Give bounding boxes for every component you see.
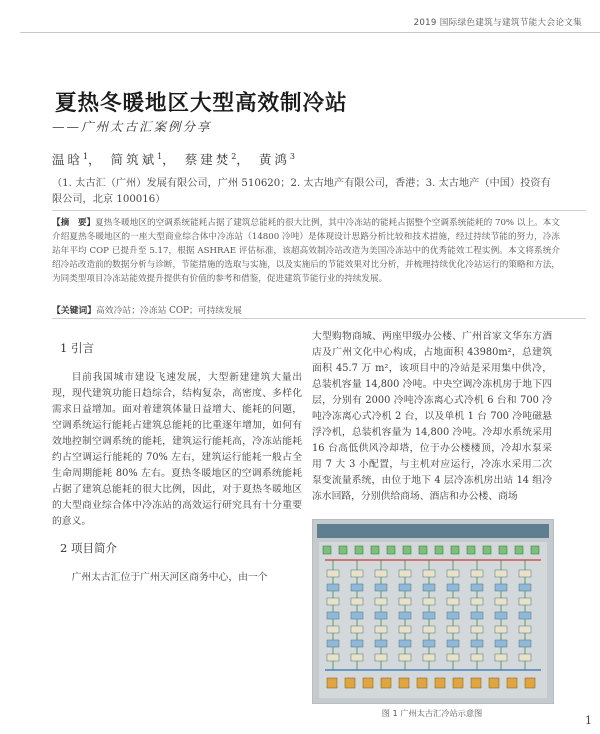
equipment-unit: [519, 640, 531, 647]
equipment-unit: [519, 598, 531, 605]
status-indicator: [403, 546, 411, 554]
equipment-unit: [327, 626, 339, 633]
status-indicator: [323, 546, 331, 554]
equipment-unit: [447, 584, 459, 591]
equipment-unit: [447, 654, 459, 661]
author-name: 黄鸿: [258, 152, 290, 167]
equipment-unit: [327, 584, 339, 591]
author-name: 简筑斌: [110, 152, 158, 167]
equipment-unit: [471, 654, 483, 661]
equipment-unit: [327, 640, 339, 647]
equipment-unit: [447, 570, 459, 577]
pump-unit: [345, 678, 355, 688]
equipment-unit: [519, 612, 531, 619]
equipment-unit: [399, 612, 411, 619]
equipment-unit: [399, 598, 411, 605]
equipment-unit: [471, 612, 483, 619]
pump-unit: [417, 678, 427, 688]
equipment-unit: [519, 654, 531, 661]
running-header: 2019 国际绿色建筑与建筑节能大会论文集: [413, 18, 582, 28]
header-rule: [20, 32, 600, 33]
pump-unit: [471, 678, 481, 688]
status-indicator: [531, 546, 539, 554]
status-indicator: [339, 546, 347, 554]
author-affiliation-mark: 3: [289, 151, 295, 161]
equipment-unit: [375, 598, 387, 605]
equipment-unit: [375, 612, 387, 619]
divider: [52, 318, 586, 319]
keywords-label: 【关键词】: [52, 306, 96, 316]
paper-subtitle: ——广州太古汇案例分享: [52, 119, 212, 134]
left-column: [52, 340, 302, 586]
author-separator: ，: [236, 152, 252, 167]
equipment-unit: [399, 626, 411, 633]
status-indicator: [355, 546, 363, 554]
equipment-unit: [471, 570, 483, 577]
pump-unit: [381, 678, 391, 688]
equipment-unit: [519, 570, 531, 577]
chiller-plant-schematic: [313, 520, 553, 703]
status-indicator: [435, 546, 443, 554]
equipment-unit: [447, 626, 459, 633]
author-affiliation-mark: 1: [83, 151, 89, 161]
pump-unit: [363, 678, 373, 688]
author-affiliation-mark: 2: [231, 151, 237, 161]
right-column: [312, 329, 552, 505]
equipment-unit: [351, 640, 363, 647]
equipment-unit: [375, 640, 387, 647]
divider: [52, 210, 586, 211]
pump-unit: [507, 678, 517, 688]
author-list: [52, 150, 295, 168]
equipment-unit: [423, 598, 435, 605]
abstract-label: 【摘 要】: [52, 218, 96, 228]
status-indicator: [419, 546, 427, 554]
page-number: 1: [585, 714, 592, 727]
section-heading-project: 2 项目简介: [60, 541, 117, 555]
equipment-unit: [375, 570, 387, 577]
equipment-unit: [423, 626, 435, 633]
equipment-unit: [351, 570, 363, 577]
equipment-unit: [495, 598, 507, 605]
equipment-unit: [519, 626, 531, 633]
equipment-unit: [447, 612, 459, 619]
abstract: [52, 216, 560, 286]
equipment-unit: [399, 570, 411, 577]
equipment-unit: [327, 570, 339, 577]
equipment-unit: [495, 570, 507, 577]
status-indicator: [499, 546, 507, 554]
section-heading-introduction: 1 引言: [60, 341, 94, 355]
equipment-unit: [375, 584, 387, 591]
paper-title: 夏热冬暖地区大型高效制冷站: [55, 91, 348, 116]
equipment-unit: [351, 598, 363, 605]
body-paragraph: 目前我国城市建设飞速发展，大型新建建筑大量出现，现代建筑功能日趋综合，结构复杂，高密度、多样化需求日益增加。面对着建筑体量日益增大、能耗的问题，空调系统运行能耗占建筑总能耗的比重逐年增加，如何有效地控制空调系统的能耗，建筑运行能耗高，冷冻站能耗约占空调运行能耗的 70% 左右，建筑运行能耗一般占全生命周期能耗 80% 左右。夏热冬暖地区的空调系统能耗占据了建筑总能耗的很大比例，因此，对于夏热冬暖地区的大型商业综合体中冷冻站的高效运行研究具有十分重要的意义。: [52, 372, 302, 527]
equipment-unit: [519, 584, 531, 591]
equipment-unit: [471, 584, 483, 591]
equipment-unit: [327, 598, 339, 605]
status-indicator: [467, 546, 475, 554]
equipment-unit: [399, 640, 411, 647]
equipment-unit: [447, 598, 459, 605]
equipment-unit: [351, 612, 363, 619]
schematic-canvas: [319, 542, 547, 698]
equipment-unit: [423, 612, 435, 619]
figure-caption: 图 1 广州太古汇冷站示意图: [381, 708, 483, 718]
equipment-unit: [423, 654, 435, 661]
body-paragraph: 广州太古汇位于广州天河区商务中心，由一个: [71, 572, 268, 583]
body-paragraph: 大型购物商城、两座甲级办公楼、广州首家文华东方酒店及广州文化中心构成，占地面积 43980m²，总建筑面积 45.7 万 m²，该项目中的冷站是采用集中供冷，总装机容量 14,800 冷吨。中央空调冷冻机房于地下四层，分别有 2000 冷吨冷冻离心式冷机 6 台和 700 冷吨冷冻离心式冷机 2 台，以及单机 1 台 700 冷吨磁悬浮冷机，总装机容量为 14,800 冷吨。冷却水系统采用 16 台高低供风冷却塔，位于办公楼楼顶，冷却水泵采用 7 大 3 小配置，与主机对应运行，冷冻水采用二次泵变流量系统，由位于地下 4 层冷冻机房出站 14 组冷冻水回路，分别供给商场、酒店和办公楼、商场: [312, 331, 552, 502]
equipment-unit: [327, 612, 339, 619]
equipment-unit: [495, 612, 507, 619]
equipment-unit: [375, 626, 387, 633]
status-indicator: [387, 546, 395, 554]
equipment-unit: [471, 598, 483, 605]
keywords-text: 高效冷站；冷冻站 COP；可持续发展: [96, 306, 242, 316]
schematic-title-bar: [317, 524, 549, 538]
status-indicator: [451, 546, 459, 554]
chiller-plant-figure: [312, 519, 554, 704]
status-indicator: [371, 546, 379, 554]
pump-unit: [489, 678, 499, 688]
status-indicator: [515, 546, 523, 554]
equipment-unit: [351, 654, 363, 661]
equipment-unit: [399, 584, 411, 591]
equipment-unit: [399, 654, 411, 661]
equipment-unit: [423, 640, 435, 647]
author-name: 蔡建焚: [184, 152, 232, 167]
pump-unit: [453, 678, 463, 688]
equipment-unit: [423, 570, 435, 577]
equipment-unit: [447, 640, 459, 647]
equipment-unit: [351, 626, 363, 633]
equipment-unit: [423, 584, 435, 591]
equipment-unit: [471, 640, 483, 647]
equipment-unit: [495, 654, 507, 661]
pump-unit: [435, 678, 445, 688]
equipment-unit: [495, 640, 507, 647]
equipment-unit: [375, 654, 387, 661]
equipment-unit: [495, 584, 507, 591]
equipment-unit: [495, 626, 507, 633]
pump-unit: [399, 678, 409, 688]
equipment-unit: [351, 584, 363, 591]
author-name: 温晗: [52, 152, 84, 167]
author-separator: ，: [162, 152, 178, 167]
pump-unit: [525, 678, 535, 688]
author-affiliation: （1. 太古汇（广州）发展有限公司，广州 510620；2. 太古地产有限公司，香港；3. 太古地产（中国）投资有限公司，北京 100016）: [52, 178, 551, 205]
author-affiliation-mark: 1: [157, 151, 163, 161]
pump-unit: [327, 678, 337, 688]
author-separator: ，: [88, 152, 104, 167]
keywords: [52, 303, 242, 316]
status-indicator: [483, 546, 491, 554]
equipment-unit: [471, 626, 483, 633]
equipment-unit: [327, 654, 339, 661]
abstract-text: 夏热冬暖地区的空调系统能耗占据了建筑总能耗的很大比例，其中冷冻站的能耗占据整个空调系统能耗的 70% 以上。本文介绍夏热冬暖地区的一座大型商业综合体中冷冻站（14800 冷吨）是体现设计思路分析比较和技术措施，经过持续节能的努力，冷冻站年平均 COP 已提升至 5.17，根据 ASHRAE 评估标准，该超高效制冷站改造为美国冷冻站中的优秀能效工程实例。本文将系统介绍冷站改造前的数据分析与诊断，节能措施的选取与实施，以及实施后的节能效果对比分析，并梳理持续优化冷站运行的策略和方法，为同类型项目冷冻站能效提升提供有价值的参考和借鉴，促进建筑节能行业的持续发展。: [52, 218, 560, 284]
